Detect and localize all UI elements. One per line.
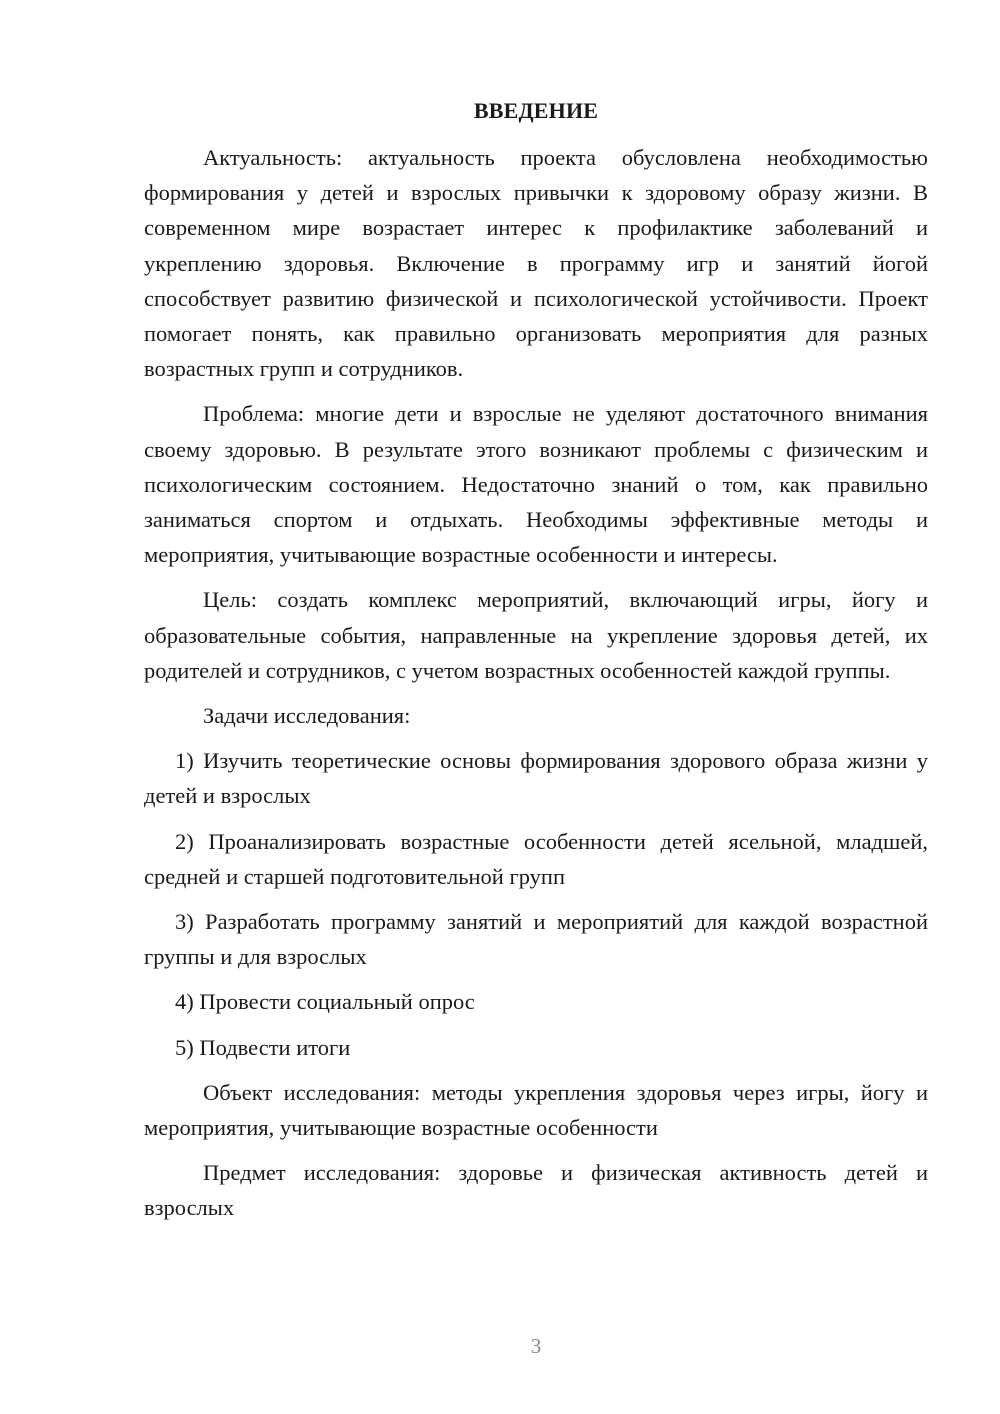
document-body bbox=[144, 140, 928, 1236]
object-paragraph: Объект исследования: методы укрепления здоровья через игры, йогу и мероприятия, учитывающие возрастные особенности bbox=[144, 1079, 928, 1141]
task-item: 4) Провести социальный опрос bbox=[175, 989, 475, 1015]
page-title: ВВЕДЕНИЕ bbox=[473, 98, 599, 123]
subject-paragraph: Предмет исследования: здоровье и физическая активность детей и взрослых bbox=[144, 1160, 928, 1221]
task-item: 3) Разработать программу занятий и мероприятий для каждой возрастной группы и для взрослых bbox=[144, 909, 928, 970]
problem-paragraph: Проблема: многие дети и взрослые не уделяют достаточного внимания своему здоровью. В результате этого возникают проблемы с физическим и психологическим состоянием. Недостаточно знаний о том, как правильно заниматься спортом и отдыхать. Необходимы эффективные методы и мероприятия, учитывающие возрастные особенности и интересы. bbox=[144, 401, 928, 568]
page-number: 3 bbox=[530, 1334, 542, 1358]
task-item: 2) Проанализировать возрастные особенности детей ясельной, младшей, средней и старшей подготовительной групп bbox=[144, 828, 928, 889]
goal-paragraph: Цель: создать комплекс мероприятий, включающий игры, йогу и образовательные события, направленные на укрепление здоровья детей, их родителей и сотрудников, с учетом возрастных особенностей каждой группы. bbox=[144, 587, 928, 683]
relevance-paragraph: Актуальность: актуальность проекта обусловлена необходимостью формирования у детей и взрослых привычки к здоровому образу жизни. В современном мире возрастает интерес к профилактике заболеваний и укреплению здоровья. Включение в программу игр и занятий йогой способствует развитию физической и психологической устойчивости. Проект помогает понять, как правильно организовать мероприятия для разных возрастных групп и сотрудников. bbox=[144, 145, 928, 382]
tasks-heading: Задачи исследования: bbox=[203, 703, 411, 729]
task-item: 5) Подвести итоги bbox=[175, 1034, 351, 1060]
task-item: 1) Изучить теоретические основы формирования здорового образа жизни у детей и взрослых bbox=[144, 748, 928, 809]
